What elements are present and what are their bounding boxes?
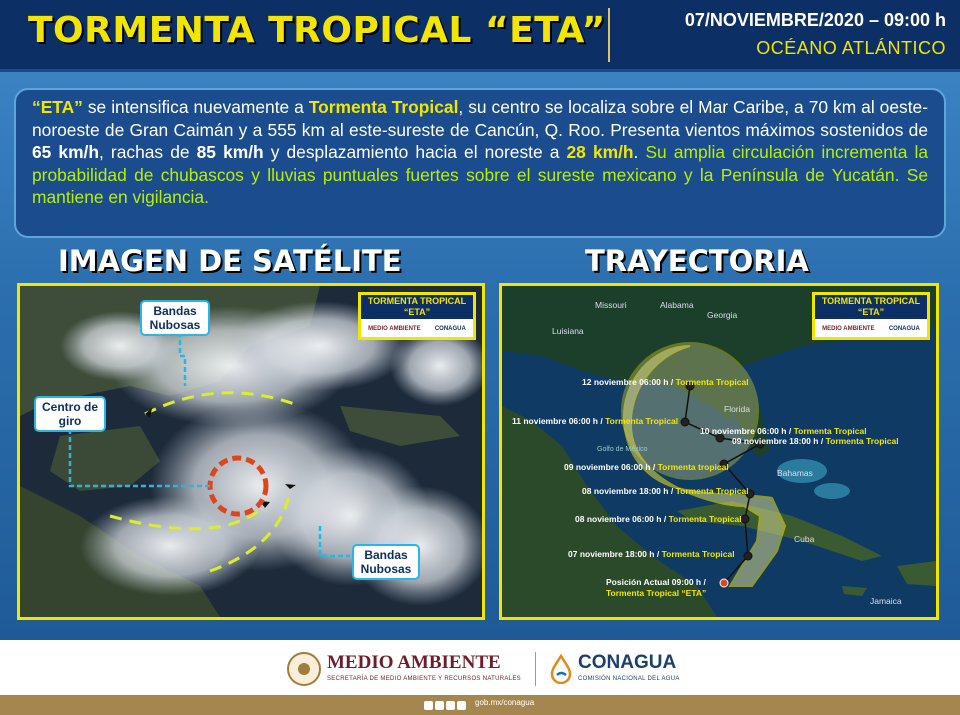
badge-logo-conagua: CONAGUA xyxy=(434,326,466,332)
track-point-label xyxy=(575,514,742,524)
track-point-time: 09 noviembre 06:00 h / xyxy=(564,462,656,472)
badge-title xyxy=(815,295,927,319)
header-bar xyxy=(0,0,960,72)
map-label-gulf: Golfo de México xyxy=(597,446,648,453)
track-point-label xyxy=(512,416,678,426)
badge-logo-medio-ambiente: MEDIO AMBIENTE xyxy=(368,326,421,332)
ocean-location: OCÉANO ATLÁNTICO xyxy=(756,38,946,58)
track-point-status: Tormenta Tropical xyxy=(668,514,742,524)
storm-name: “ETA” xyxy=(32,97,83,117)
track-point-time: 08 noviembre 06:00 h / xyxy=(575,514,667,524)
callout-cloud-bands-top: Bandas Nubosas xyxy=(140,300,210,336)
callout-cloud-bands-bottom: Bandas Nubosas xyxy=(352,544,420,580)
track-map-panel xyxy=(499,283,939,620)
track-point-label xyxy=(732,436,899,446)
track-point-status: Tormenta Tropical xyxy=(675,486,749,496)
twitter-icon[interactable] xyxy=(435,701,444,710)
storm-badge-track xyxy=(812,292,930,340)
youtube-icon[interactable] xyxy=(457,701,466,710)
conagua-subtitle: COMISIÓN NACIONAL DEL AGUA xyxy=(578,676,680,682)
track-point-status: Tormenta Tropical xyxy=(661,549,735,559)
track-point-label xyxy=(582,486,749,496)
footer xyxy=(0,640,960,715)
track-point-label xyxy=(564,462,729,472)
track-point-status: Tormenta Tropical xyxy=(825,436,899,446)
conagua-drop-icon xyxy=(548,654,574,684)
header-divider xyxy=(608,8,610,62)
storm-category: Tormenta Tropical xyxy=(308,97,459,117)
callout-rotation-center: Centro de giro xyxy=(34,396,106,432)
track-section-title: TRAYECTORIA xyxy=(585,244,809,278)
bulletin-outlook: Su amplia circulación incrementa la probabilidad de chubascos y lluvias puntuales fuertes sobre el sureste mexicano y la Península de Yucatán. Se mantiene en vigilancia. xyxy=(32,142,928,208)
bulletin-fragment: , rachas de xyxy=(99,142,197,163)
badge-logos xyxy=(361,320,473,338)
bulletin-fragment: y desplazamiento hacia el noreste a xyxy=(263,142,567,163)
page-title: TORMENTA TROPICAL “ETA” xyxy=(28,10,606,51)
badge-title-line2: “ETA” xyxy=(857,307,885,317)
bulletin-date: 07/NOVIEMBRE/2020 – 09:00 h xyxy=(684,10,946,30)
track-point-status: Tormenta Tropical xyxy=(605,416,679,426)
track-point-time: 12 noviembre 06:00 h / xyxy=(582,377,674,387)
movement-speed: 28 km/h xyxy=(566,142,634,163)
badge-logos xyxy=(815,320,927,338)
current-position-label: Posición Actual 09:00 h / xyxy=(606,577,706,587)
badge-title xyxy=(361,295,473,319)
track-point-status: Tormenta tropical xyxy=(657,462,729,472)
map-label-bahamas: Bahamas xyxy=(777,468,813,478)
map-label-missouri: Missouri xyxy=(595,300,627,310)
track-point xyxy=(744,552,752,560)
current-position-point xyxy=(720,579,728,587)
track-point-label xyxy=(700,426,867,436)
badge-logo-medio-ambiente: MEDIO AMBIENTE xyxy=(822,326,875,332)
track-point-label xyxy=(582,377,749,387)
bulletin-fragment: . xyxy=(633,142,646,163)
map-label-cuba: Cuba xyxy=(794,534,815,544)
badge-title-line2: “ETA” xyxy=(403,307,431,317)
track-point-label xyxy=(568,549,735,559)
track-point xyxy=(741,515,749,523)
storm-badge xyxy=(358,292,476,340)
track-point-time: 11 noviembre 06:00 h / xyxy=(512,416,603,426)
track-point-time: 08 noviembre 18:00 h / xyxy=(582,486,674,496)
map-label-jamaica: Jamaica xyxy=(870,596,902,606)
satellite-section-title: IMAGEN DE SATÉLITE xyxy=(58,244,402,278)
badge-title-line1: TORMENTA TROPICAL xyxy=(367,296,467,306)
track-point-status: Tormenta Tropical xyxy=(675,377,749,387)
track-point-time: 07 noviembre 18:00 h / xyxy=(568,549,660,559)
wind-gusts: 85 km/h xyxy=(196,142,264,163)
medio-ambiente-subtitle: SECRETARÍA DE MEDIO AMBIENTE Y RECURSOS NATURALES xyxy=(327,676,521,682)
badge-logo-conagua: CONAGUA xyxy=(888,326,920,332)
instagram-icon[interactable] xyxy=(446,701,455,710)
map-label-florida: Florida xyxy=(724,404,750,414)
sustained-winds: 65 km/h xyxy=(32,142,100,163)
medio-ambiente-logo-text: MEDIO AMBIENTE xyxy=(327,652,501,673)
bulletin-fragment: , su centro se localiza sobre el Mar Caribe, a 70 km al oeste-noroeste de Gran Caimán y a 555 km al este-sureste de Cancún, Q. Roo. Presenta vientos máximos sostenidos de xyxy=(32,97,928,140)
track-point-time: 10 noviembre 06:00 h / xyxy=(700,426,792,436)
website-link[interactable]: gob.mx/conagua xyxy=(475,698,535,707)
badge-title-line1: TORMENTA TROPICAL xyxy=(821,296,921,306)
bulletin-fragment: se intensifica nuevamente a xyxy=(82,97,309,117)
track-point-time: 09 noviembre 18:00 h / xyxy=(732,436,824,446)
track-point-status: Tormenta Tropical xyxy=(793,426,867,436)
social-icons xyxy=(424,699,466,711)
footer-logos xyxy=(0,646,960,696)
current-position-status: Tormenta Tropical “ETA” xyxy=(606,588,707,598)
footer-bar xyxy=(0,695,960,715)
satellite-image-panel xyxy=(17,283,485,620)
bulletin-text xyxy=(14,88,946,238)
medio-ambiente-emblem-icon xyxy=(287,652,321,686)
facebook-icon[interactable] xyxy=(424,701,433,710)
map-label-georgia: Georgia xyxy=(707,310,738,320)
map-label-luisiana: Luisiana xyxy=(552,326,584,336)
conagua-logo-text: CONAGUA xyxy=(578,652,677,673)
track-point xyxy=(681,418,689,426)
map-label-alabama: Alabama xyxy=(660,300,694,310)
footer-divider xyxy=(535,652,536,686)
